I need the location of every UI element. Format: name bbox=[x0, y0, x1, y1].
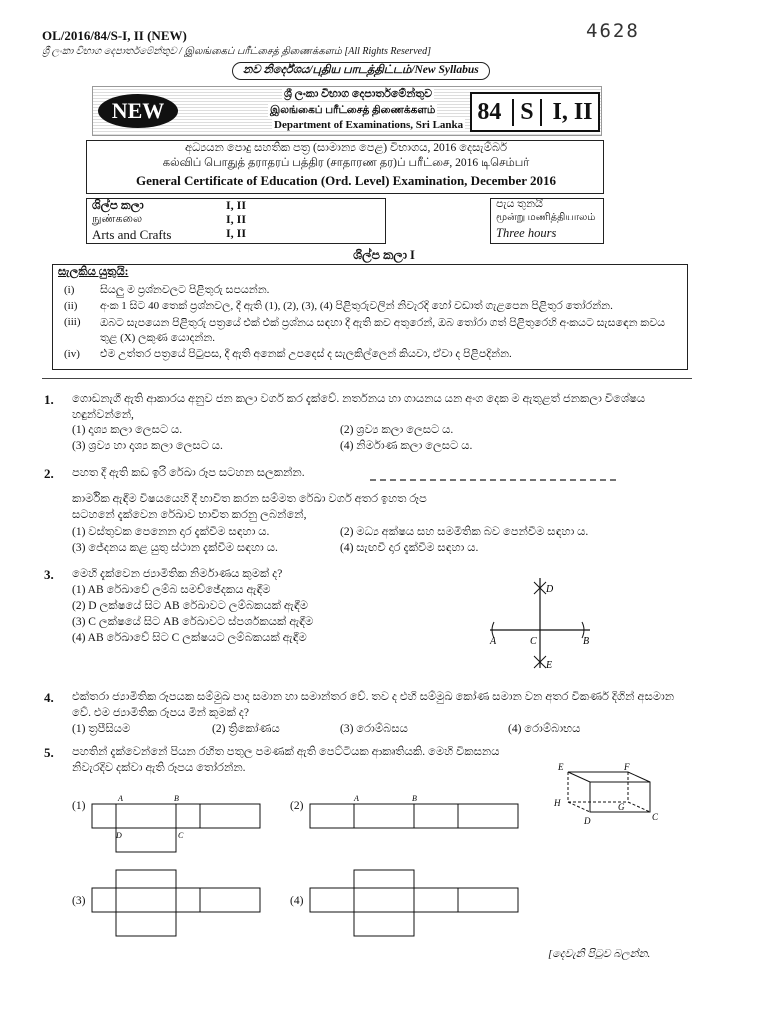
q3-number: 3. bbox=[44, 567, 54, 582]
q5-option-2-label: (2) bbox=[290, 800, 304, 812]
syllabus-badge: නව නිර්දේශය/புதிய பாடத்திட்டம்/New Syllabus bbox=[232, 62, 490, 80]
q5-text: පහතින් දැක්වෙන්නේ පියන රහිත පතුල පමණක් ඇති පෙට්ටියක ආකෘතියකි. මෙහි විකසනය නිවැරදිව දක්වා ඇති රූපය තෝරන්න. bbox=[72, 746, 500, 774]
q1-number: 1. bbox=[44, 392, 54, 407]
q1-option-2: (2) ශ්‍රව්‍ය කලා ලෙසට ය. bbox=[340, 424, 454, 436]
q5-net-4 bbox=[306, 868, 526, 948]
paper-parts: I, II bbox=[552, 98, 593, 125]
q2-text: පහත දී ඇති කඩ ඉරි රේඛා රූප සටහන සලකන්න. bbox=[72, 467, 305, 479]
instruction-3-num: (iii) bbox=[64, 316, 81, 328]
q3-label-a: A bbox=[490, 636, 497, 647]
q3-text: මෙහි දැක්වෙන ජ්‍යාමිතික නිර්මාණය කුමක් ද? bbox=[72, 568, 283, 580]
q5-net1-label-a: A bbox=[118, 794, 123, 803]
q5-net-2 bbox=[306, 790, 526, 860]
subject-english-parts: I, II bbox=[226, 226, 247, 240]
paper-language: S bbox=[512, 99, 541, 126]
q3-option-4: (4) AB රේඛාවේ සිට C ලක්ෂයට ලම්බකයක් ඇඳීම bbox=[72, 632, 307, 644]
q5-box-figure bbox=[548, 758, 668, 830]
instruction-1-num: (i) bbox=[64, 284, 75, 296]
q2-option-2: (2) මධ්‍ය අක්ෂය සහ සමමිතික බව පෙන්වීම සඳහා ය. bbox=[340, 526, 589, 538]
q2-option-3: (3) ජේදනය කළ යුතු ස්ථාන දැක්වීම සඳහා ය. bbox=[72, 542, 278, 554]
q4-option-2: (2) ත්‍රිකෝණය bbox=[212, 723, 280, 735]
time-sinhala: පැය තුනයි bbox=[496, 198, 543, 210]
q3-construction-figure bbox=[480, 572, 600, 672]
subject-tamil-parts: I, II bbox=[226, 212, 247, 226]
q2-number: 2. bbox=[44, 466, 54, 481]
q5-label-g: G bbox=[618, 802, 625, 812]
q4-option-3: (3) රොම්බසය bbox=[340, 723, 408, 735]
q5-net1-label-c: C bbox=[178, 831, 184, 840]
subject-sinhala-parts: I, II bbox=[226, 198, 247, 212]
q4-option-1: (1) ත්‍රපීසියම bbox=[72, 723, 131, 735]
q3-label-b: B bbox=[583, 636, 590, 647]
subject-english: Arts and Crafts bbox=[92, 227, 172, 242]
footer-note: [දෙවැනි පිටුව බලන්න. bbox=[548, 948, 651, 960]
exam-title-tamil: கல்விப் பொதுத் தராதரப் பத்திர (சாதாரண தர)ப் பரீட்சை, 2016 டிசெம்பர் bbox=[162, 157, 530, 169]
divider bbox=[42, 378, 692, 379]
paper-title: ශිල්ප කලා I bbox=[353, 248, 415, 262]
instruction-4: එම උත්තර පත්‍රයේ පිටුපස, දී ඇති අනෙක් උපදෙස් ද සැලකිල්ලෙන් කියවා, ඒවා ද පිළිපදින්න. bbox=[100, 348, 512, 360]
q1-option-1: (1) දෘශ්‍ය කලා ලෙසට ය. bbox=[72, 424, 183, 436]
q5-number: 5. bbox=[44, 745, 54, 760]
q5-net1-label-d: D bbox=[116, 831, 122, 840]
q5-net1-label-b: B bbox=[174, 794, 179, 803]
q3-label-e: E bbox=[546, 660, 553, 671]
new-badge: NEW bbox=[98, 94, 178, 128]
q5-label-d: D bbox=[584, 816, 591, 826]
exam-title-english: General Certificate of Education (Ord. Level) Examination, December 2016 bbox=[135, 173, 556, 188]
q4-number: 4. bbox=[44, 690, 54, 705]
rights-notice: ශ්‍රී ලංකා විභාග දෙපාර්තමේන්තුව / இலங்கைப் பரீட்சைத் திணைக்களம் [All Rights Reserved] bbox=[42, 46, 431, 57]
q1-option-4: (4) නිර්මාණ කලා ලෙසට ය. bbox=[340, 440, 473, 452]
q3-label-c: C bbox=[530, 636, 537, 647]
dept-english: Department of Examinations, Sri Lanka bbox=[274, 119, 464, 131]
instruction-4-num: (iv) bbox=[64, 348, 80, 360]
q4-option-4: (4) රොම්බාභය bbox=[508, 723, 581, 735]
q2-text2: කාර්මික ඇඳීම විෂයයෙහි දී භාවිත කරන සම්මත රේඛා වර්ග අතර ඉහත රූප සටහනේ දැක්වෙන රේඛාව භාවිත කරනු ලබන්නේ, bbox=[72, 493, 427, 521]
q5-option-4-label: (4) bbox=[290, 895, 304, 907]
q4-text: එක්තරා ජ්‍යාමිතික රූපයක සම්මුඛ පාද සමාන හා සමාන්තර වේ. තව ද එහි සම්මුඛ කෝණ සමාන වන අතර විකර්ණ දිගින් අසමාන වේ. එම ජ්‍යාමිතික රූපය මින් කුමක් ද? bbox=[72, 691, 675, 719]
q5-option-3-label: (3) bbox=[72, 895, 86, 907]
q5-net-1 bbox=[88, 790, 278, 860]
instruction-3: ඔබට සැපයෙන පිළිතුරු පත්‍රයේ එක් එක් ප්‍රශ්නය සඳහා දී ඇති කව අතුරෙන්, ඔබ තෝරා ගත් පිළිතුරෙහි අංකයට සැසඳෙන කවය තුළ (X) ලකුණ යොදන්න. bbox=[100, 317, 666, 344]
q2-dashed-line bbox=[370, 476, 620, 484]
q5-label-c: C bbox=[652, 812, 659, 822]
q5-option-1-label: (1) bbox=[72, 800, 86, 812]
q1-option-3: (3) ශ්‍රව්‍ය හා දෘශ්‍ය කලා ලෙසට ය. bbox=[72, 440, 223, 452]
subject-sinhala: ශිල්ප කලා bbox=[92, 198, 144, 212]
subject-tamil: நுண்கலை bbox=[92, 213, 143, 225]
q5-label-h: H bbox=[554, 798, 561, 808]
instructions-heading: සැලකිය යුතුයි: bbox=[58, 266, 129, 278]
q5-net-3 bbox=[88, 868, 278, 948]
q5-label-e: E bbox=[558, 762, 564, 772]
paper-code: OL/2016/84/S-I, II (NEW) bbox=[42, 28, 187, 43]
q3-option-1: (1) AB රේඛාවේ ලම්බ සමච්ඡේදකය ඇඳීම bbox=[72, 584, 271, 596]
q2-option-4: (4) සැඟවී දාර දැක්වීම සඳහා ය. bbox=[340, 542, 479, 554]
q3-option-2: (2) D ලක්ෂයේ සිට AB රේඛාවට ලම්බකයක් ඇඳීම bbox=[72, 600, 308, 612]
instruction-2-num: (ii) bbox=[64, 300, 78, 312]
q5-net2-label-b: B bbox=[412, 794, 417, 803]
paper-code-box bbox=[470, 92, 600, 132]
dept-sinhala: ශ්‍රී ලංකා විභාග දෙපාර්තමේන්තුව bbox=[284, 88, 433, 100]
q3-label-d: D bbox=[546, 584, 554, 595]
instruction-2: අංක 1 සිට 40 තෙක් ප්‍රශ්නවල, දී ඇති (1), (2), (3), (4) පිළිතුරුවලින් නිවැරදි හෝ වඩාත් ගැළපෙන පිළිතුර තෝරන්න. bbox=[100, 300, 613, 312]
q1-text: ගොඩනැගී ඇති ආකාරය අනුව ජන කලා වර්ග කර දැක්වේ. නර්තනය හා ගායනය යන අංග දෙක ම ඇතුළත් ජනකලා විශේෂය හඳුන්වන්නේ, bbox=[72, 393, 646, 421]
paper-number: 84 bbox=[477, 98, 502, 125]
q5-label-f: F bbox=[624, 762, 630, 772]
q3-option-3: (3) C ලක්ෂයේ සිට AB රේඛාවට ස්පර්ශකයක් ඇඳීම bbox=[72, 616, 314, 628]
instruction-1: සියලු ම ප්‍රශ්නවලට පිළිතුරු සපයන්න. bbox=[100, 284, 270, 296]
dept-tamil: இலங்கைப் பரீட்சைத் திணைக்களம் bbox=[270, 105, 436, 116]
q5-net2-label-a: A bbox=[354, 794, 359, 803]
time-tamil: மூன்று மணித்தியாலம் bbox=[496, 212, 596, 223]
time-english: Three hours bbox=[496, 226, 557, 240]
exam-title-sinhala: අධ්‍යයන පොදු සහතික පත්‍ර (සාමාන්‍ය පෙළ) විභාගය, 2016 දෙසැම්බර් bbox=[184, 142, 508, 154]
handwritten-number: 4628 bbox=[586, 20, 640, 42]
q2-option-1: (1) වස්තුවක පෙනෙන දාර දැක්වීම සඳහා ය. bbox=[72, 526, 270, 538]
